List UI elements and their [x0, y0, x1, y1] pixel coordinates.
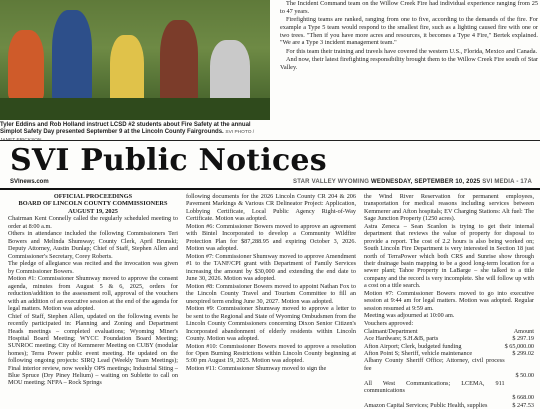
photo-credit: SVI PHOTO /: [225, 130, 255, 136]
news-photo: [0, 0, 270, 120]
notice-paragraph: Motion #7: Commissioner Shumway moved to approve Amendment #1 to the TANF/CPI grant with Department of Family Services increasing the amount by $30,000 and extending the end date to June 30, 2026. Motion was adopted.: [186, 252, 356, 283]
notice-paragraph: Chief of Staff, Stephen Allen, updated on the following events he recently participated in: Planning and Zoning and Department Heads meetings – completed evaluations; Wyoming Miner's Hospital Board Meeting; WYCC Foundation Board Meeting; SUNROC meeting; City of Kemmerer Meeting on CUBY (modular homes); Terra Power public event meeting. He updated on the following ongoing projects: SIRQ Lead (Weekly Team Meetings); Final interior review, now weekly OPS meetings; Industrial Siting – Blue Spruce (Dry Piney Helium) – waiting on Sublette to call on MOU meeting; NFPA – Rock Springs: [8, 312, 178, 387]
claimant-header: Claimant/Department: [364, 327, 418, 335]
article-paragraph: For this team their training and travels have covered the western U.S., Florida, Mexico and Canada.: [286, 47, 538, 55]
notice-paragraph: Vouchers approved:: [364, 320, 414, 328]
voucher-amount: $ 299.02: [512, 350, 534, 358]
notice-paragraph: Motion #10: Commissioner Bowers moved to approve a resolution for Open Burning Restrictions within Lincoln County beginning at 5:00 pm August 19, 2025. Motion was adopted.: [186, 342, 356, 365]
notice-paragraph: The pledge of allegiance was recited and the invocation was given by Commissioner Bowers.: [8, 260, 178, 275]
voucher-row: [364, 402, 534, 409]
notice-paragraph: Motion #9: Commissioner Shumway moved to approve a letter to be sent to the Regional and State of Wyoming Ombudsmen from the Lincoln County Commissioners concerning Dixon Senior Citizen's Incorporated abandonment of elderly residents within Lincoln County. Motion was adopted.: [186, 305, 356, 342]
notice-paragraph: following documents for the 2026 Lincoln County CR 204 & 206 Pavement Markings & Various CR Delineator Project: Application, Lobbying Certificate, Local Public Agency Right-of-Way Certificate. Motion was adopted.: [186, 193, 356, 223]
notice-column-3: [364, 193, 534, 409]
student-figure: [110, 35, 144, 105]
notice-paragraph: Motion #8: Commissioner Bowers moved to appoint Nathan Fox to the Lincoln County Travel and Tourism Committee to fill an unexpired term ending June 30, 2027. Motion was adopted.: [186, 282, 356, 305]
voucher-claimant: [364, 394, 505, 401]
voucher-claimant: Afton Point S; Sheriff, vehicle maintenance: [364, 350, 473, 358]
page-folio: [293, 179, 532, 185]
notice-paragraph: Motion #1: Commissioner Shumway moved to approve the consent agenda, minutes from August 5 & 6, 2025, orders for reduction/addition to the assessment roll, approval of the vouchers with an addition of an executive session at the end of the agenda for legal matters. Motion was adopted.: [8, 275, 178, 312]
caption-text: Tyler Eddins and Rob Holland instruct LCSD #2 students about Fire Safety at the annual Simplot Safety Day presented September 9 at the Lincoln County Fairgrounds.: [0, 122, 251, 136]
folio-date: WEDNESDAY, SEPTEMBER 10, 2025: [371, 179, 481, 185]
voucher-claimant: [364, 372, 505, 379]
vouchers-header-row: [364, 328, 534, 335]
amount-header: Amount: [513, 327, 534, 335]
student-figure: [8, 30, 44, 100]
voucher-amount: $ 668.00: [512, 394, 534, 402]
masthead-top-rule: [0, 140, 540, 141]
notice-paragraph: Motion #11: Commissioner Shumway moved to sign the: [186, 365, 327, 373]
fire-article-continuation: [280, 0, 538, 72]
voucher-amount: [505, 357, 534, 372]
vouchers-table: [364, 328, 534, 409]
voucher-row: [364, 372, 534, 379]
voucher-amount: $ 247.53: [512, 401, 534, 409]
voucher-claimant: Albany County Sheriff Office; Attorney, civil process fee: [364, 357, 505, 372]
notice-paragraph: Chairman Kent Connelly called the regularly scheduled meeting to order at 8:00 a.m.: [8, 215, 178, 230]
notice-paragraph: Others in attendance included the following Commissioners Teri Bowers and Melinda Shumway; County Clerk, April Brunski; Deputy Attorney, Austin Dunlap; Chief of Staff, Stephen Allen and Commissioner's Secretary, Corey Roberts.: [8, 230, 178, 260]
voucher-claimant: Afton Airport; Clerk, budgeted funding: [364, 342, 462, 350]
proceedings-heading: OFFICIAL PROCEEDINGS: [53, 193, 133, 200]
article-paragraph: And now, their latest firefighting responsibility brought them to the Willow Creek Fire south of Star Valley.: [280, 55, 538, 71]
article-paragraph: Firefighting teams are ranked, ranging from one to five, according to the demands of the fire. For example a Type 5 team would respond to the smallest fire, such as a lighting caused fire with one or two trees. "Then if you have more acres and resources, it becomes a Type 4 Fire," Bertek explained. "We are a Type 3 incident management team.": [280, 15, 538, 47]
site-link[interactable]: SVInews.com: [10, 179, 49, 185]
student-figure: [160, 20, 198, 105]
voucher-row: [364, 394, 534, 401]
voucher-row: [364, 343, 534, 350]
section-title: SVI Public Notices: [10, 143, 327, 178]
voucher-amount: [505, 380, 534, 395]
voucher-claimant: Ace Hardware; S.H.&B, parts: [364, 335, 439, 343]
student-figure: [210, 40, 250, 105]
folio-publication: STAR VALLEY WYOMING: [293, 179, 370, 185]
folio-page: SVI MEDIA - 17A: [482, 179, 532, 185]
voucher-claimant: Amazon Capital Services; Public Health, supplies: [364, 401, 488, 409]
notice-column-2: [186, 193, 356, 400]
student-figure: [52, 10, 92, 105]
board-heading: BOARD OF LINCOLN COUNTY COMMISSIONERS: [18, 200, 168, 208]
notice-paragraph: the Wind River Reservation for permanent employees, transportation for medical reasons including services between Kemmerer and Afton hospitals; EV Charging Stations: Alt fuel: The Sage Junction Property (1250 acres).: [364, 193, 534, 223]
masthead-bottom-rule: [0, 188, 540, 190]
voucher-amount: $ 50.00: [515, 372, 534, 380]
voucher-row: [364, 357, 534, 372]
grass-ground: [0, 98, 270, 120]
voucher-row: [364, 380, 534, 395]
notice-paragraph: Motion #7: Commissioner Bowers moved to go into executive session at 9:44 am for legal matters. Motion was adopted. Regular session resumed at 9:59 am.: [364, 289, 534, 312]
voucher-amount: $ 297.19: [512, 335, 534, 343]
voucher-amount: $ 65,000.00: [504, 342, 534, 350]
article-paragraph: The Incident Command team on the Willow Creek Fire had individual experience ranging from 25 to 47 years.: [280, 0, 538, 15]
notice-column-1: [8, 193, 178, 400]
notice-paragraph: Astra Zeneca – Sean Scanlon is trying to get their internal department that reviews the value of property for disposal to provide a report. The cost of 2.2 hours is also being worked on; South Lincoln Fire Department is very interested in Section 18 just north of TerraPower which both CRS and Sunrise show through their drainage basin mapping to be a good long-term location for a sewer plant; Tahoe Property in LaBarge – she talked to a title company and the record is very incomplete. She will follow up with a cost on a title search.: [364, 222, 534, 290]
voucher-row: [364, 350, 534, 357]
voucher-row: [364, 335, 534, 342]
notice-paragraph: Meeting was adjourned at 10:00 am.: [364, 312, 455, 320]
date-heading: AUGUST 19, 2025: [68, 207, 118, 215]
notice-paragraph: Motion #6: Commissioner Bowers moved to approve an agreement with Bintel Incorporated to develop a Community Wildfire Protection Plan for $87,288.95 and expiring October 3, 2026. Motion was adopted.: [186, 222, 356, 253]
voucher-claimant: All West Communications; LCEMA, 911 communications: [364, 379, 505, 395]
